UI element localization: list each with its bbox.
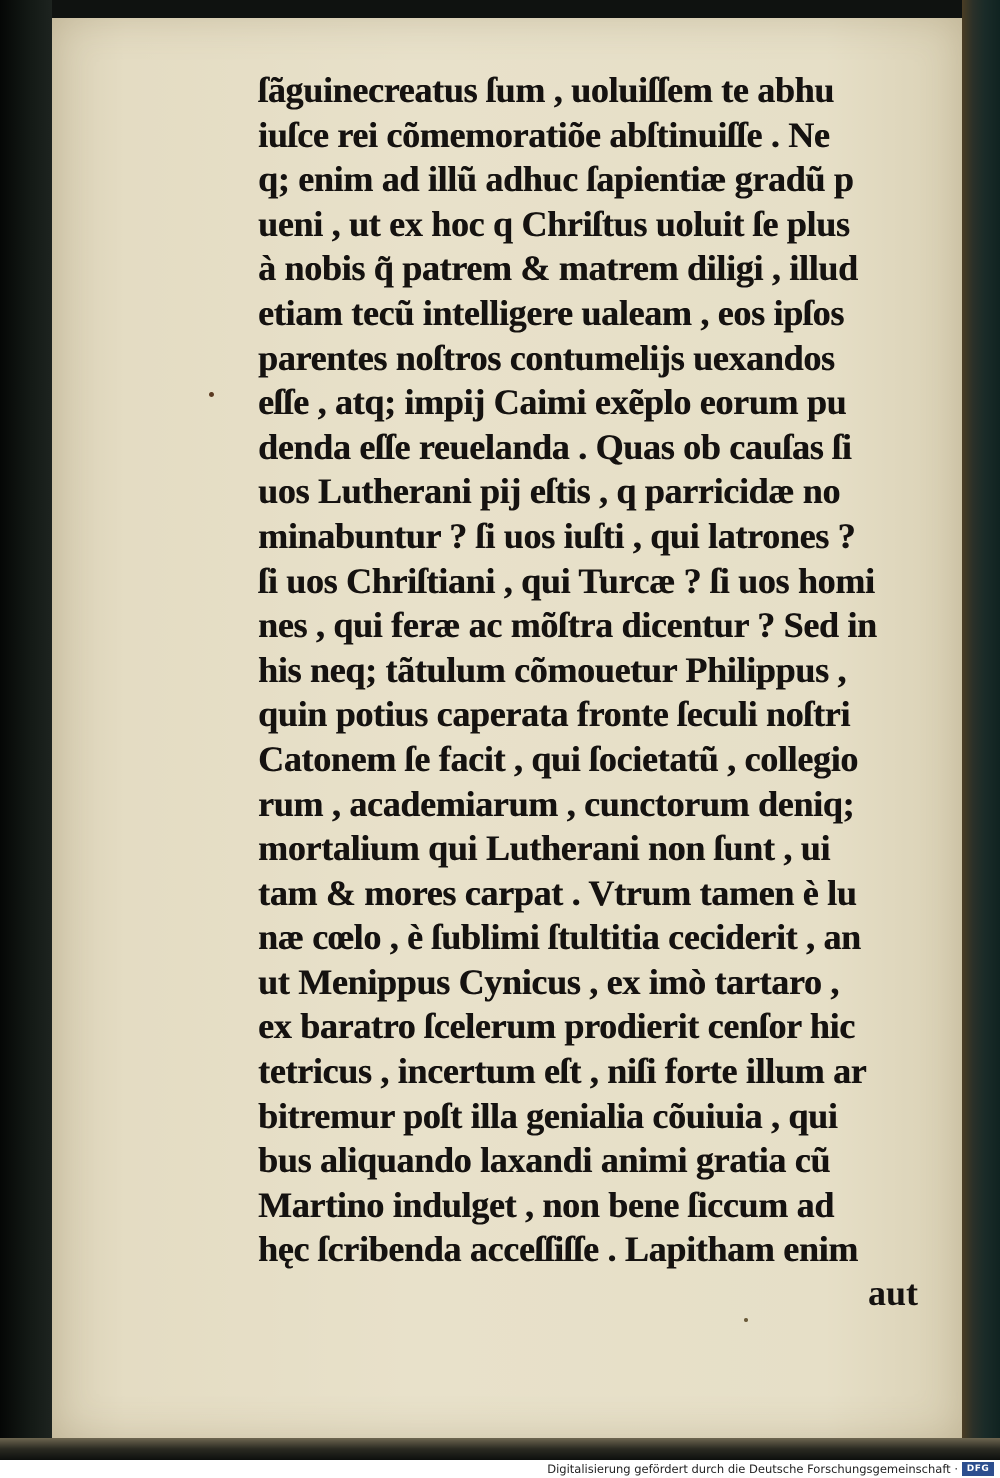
text-line: nes , qui feræ ac mõſtra dicentur ? Sed in xyxy=(258,605,877,646)
text-line: à nobis q̃ patrem & matrem diligi , illud xyxy=(258,248,858,289)
text-line: iuſce rei cõmemoratiõe abſtinuiſſe . Ne xyxy=(258,114,830,155)
ink-speck xyxy=(209,392,214,397)
catchword: aut xyxy=(868,1273,919,1313)
text-line: ſãguinecreatus ſum , uoluiſſem te abhu xyxy=(258,70,834,110)
text-line: mortalium qui Lutherani non ſunt , ui xyxy=(258,828,831,869)
text-line: his neq; tãtulum cõmouetur Philippus , xyxy=(258,649,847,690)
text-line: bus aliquando laxandi animi gratia cũ xyxy=(258,1140,831,1181)
book-bottom-edge xyxy=(0,1438,1000,1460)
text-line: eſſe , atq; impij Caimi exẽplo eorum pu xyxy=(258,382,847,423)
text-line: tam & mores carpat . Vtrum tamen è lu xyxy=(258,872,857,913)
text-line: Martino indulget , non bene ſiccum ad xyxy=(258,1184,834,1225)
text-line: denda eſſe reuelanda . Quas ob cauſas ſi xyxy=(258,426,852,467)
text-line: bitremur poſt illa genialia cõuiuia , qui xyxy=(258,1095,838,1136)
ink-speck xyxy=(744,1318,748,1322)
book-gutter-edge xyxy=(0,0,52,1460)
text-line: ſi uos Chriſtiani , qui Turcæ ? ſi uos homi xyxy=(258,560,875,601)
text-line: parentes noſtros contumelijs uexandos xyxy=(258,337,835,378)
text-line: ut Menippus Cynicus , ex imò tartaro , xyxy=(258,961,839,1002)
book-cover-edge xyxy=(962,0,1000,1460)
digitization-footer xyxy=(0,1460,1000,1478)
text-line: rum , academiarum , cunctorum deniq; xyxy=(258,783,855,824)
text-line: hęc ſcribenda acceſſiſſe . Lapitham enim xyxy=(258,1229,858,1270)
text-line: ueni , ut ex hoc q Chriſtus uoluit ſe plus xyxy=(258,203,850,244)
text-line: uos Lutherani pij eſtis , q parricidæ no xyxy=(258,471,841,512)
text-line: Catonem ſe facit , qui ſocietatũ , collegio xyxy=(258,738,858,779)
text-line: q; enim ad illũ adhuc ſapientiæ gradũ p xyxy=(258,159,854,200)
text-line: quin potius caperata fronte ſeculi noſtri xyxy=(258,694,851,735)
text-line: etiam tecũ intelligere ualeam , eos ipſos xyxy=(258,292,844,333)
footer-credit: Digitalisierung gefördert durch die Deutsche Forschungsgemeinschaft · xyxy=(547,1462,958,1476)
text-line: minabuntur ? ſi uos iuſti , qui latrones ? xyxy=(258,515,856,556)
text-line: ex baratro ſcelerum prodierit cenſor hic xyxy=(258,1006,855,1047)
dfg-logo: DFG xyxy=(962,1462,994,1476)
text-line: tetricus , incertum eſt , niſi forte illum ar xyxy=(258,1051,867,1092)
printed-text-block xyxy=(258,68,943,1272)
text-line: næ cœlo , è ſublimi ſtultitia ceciderit , an xyxy=(258,917,861,958)
